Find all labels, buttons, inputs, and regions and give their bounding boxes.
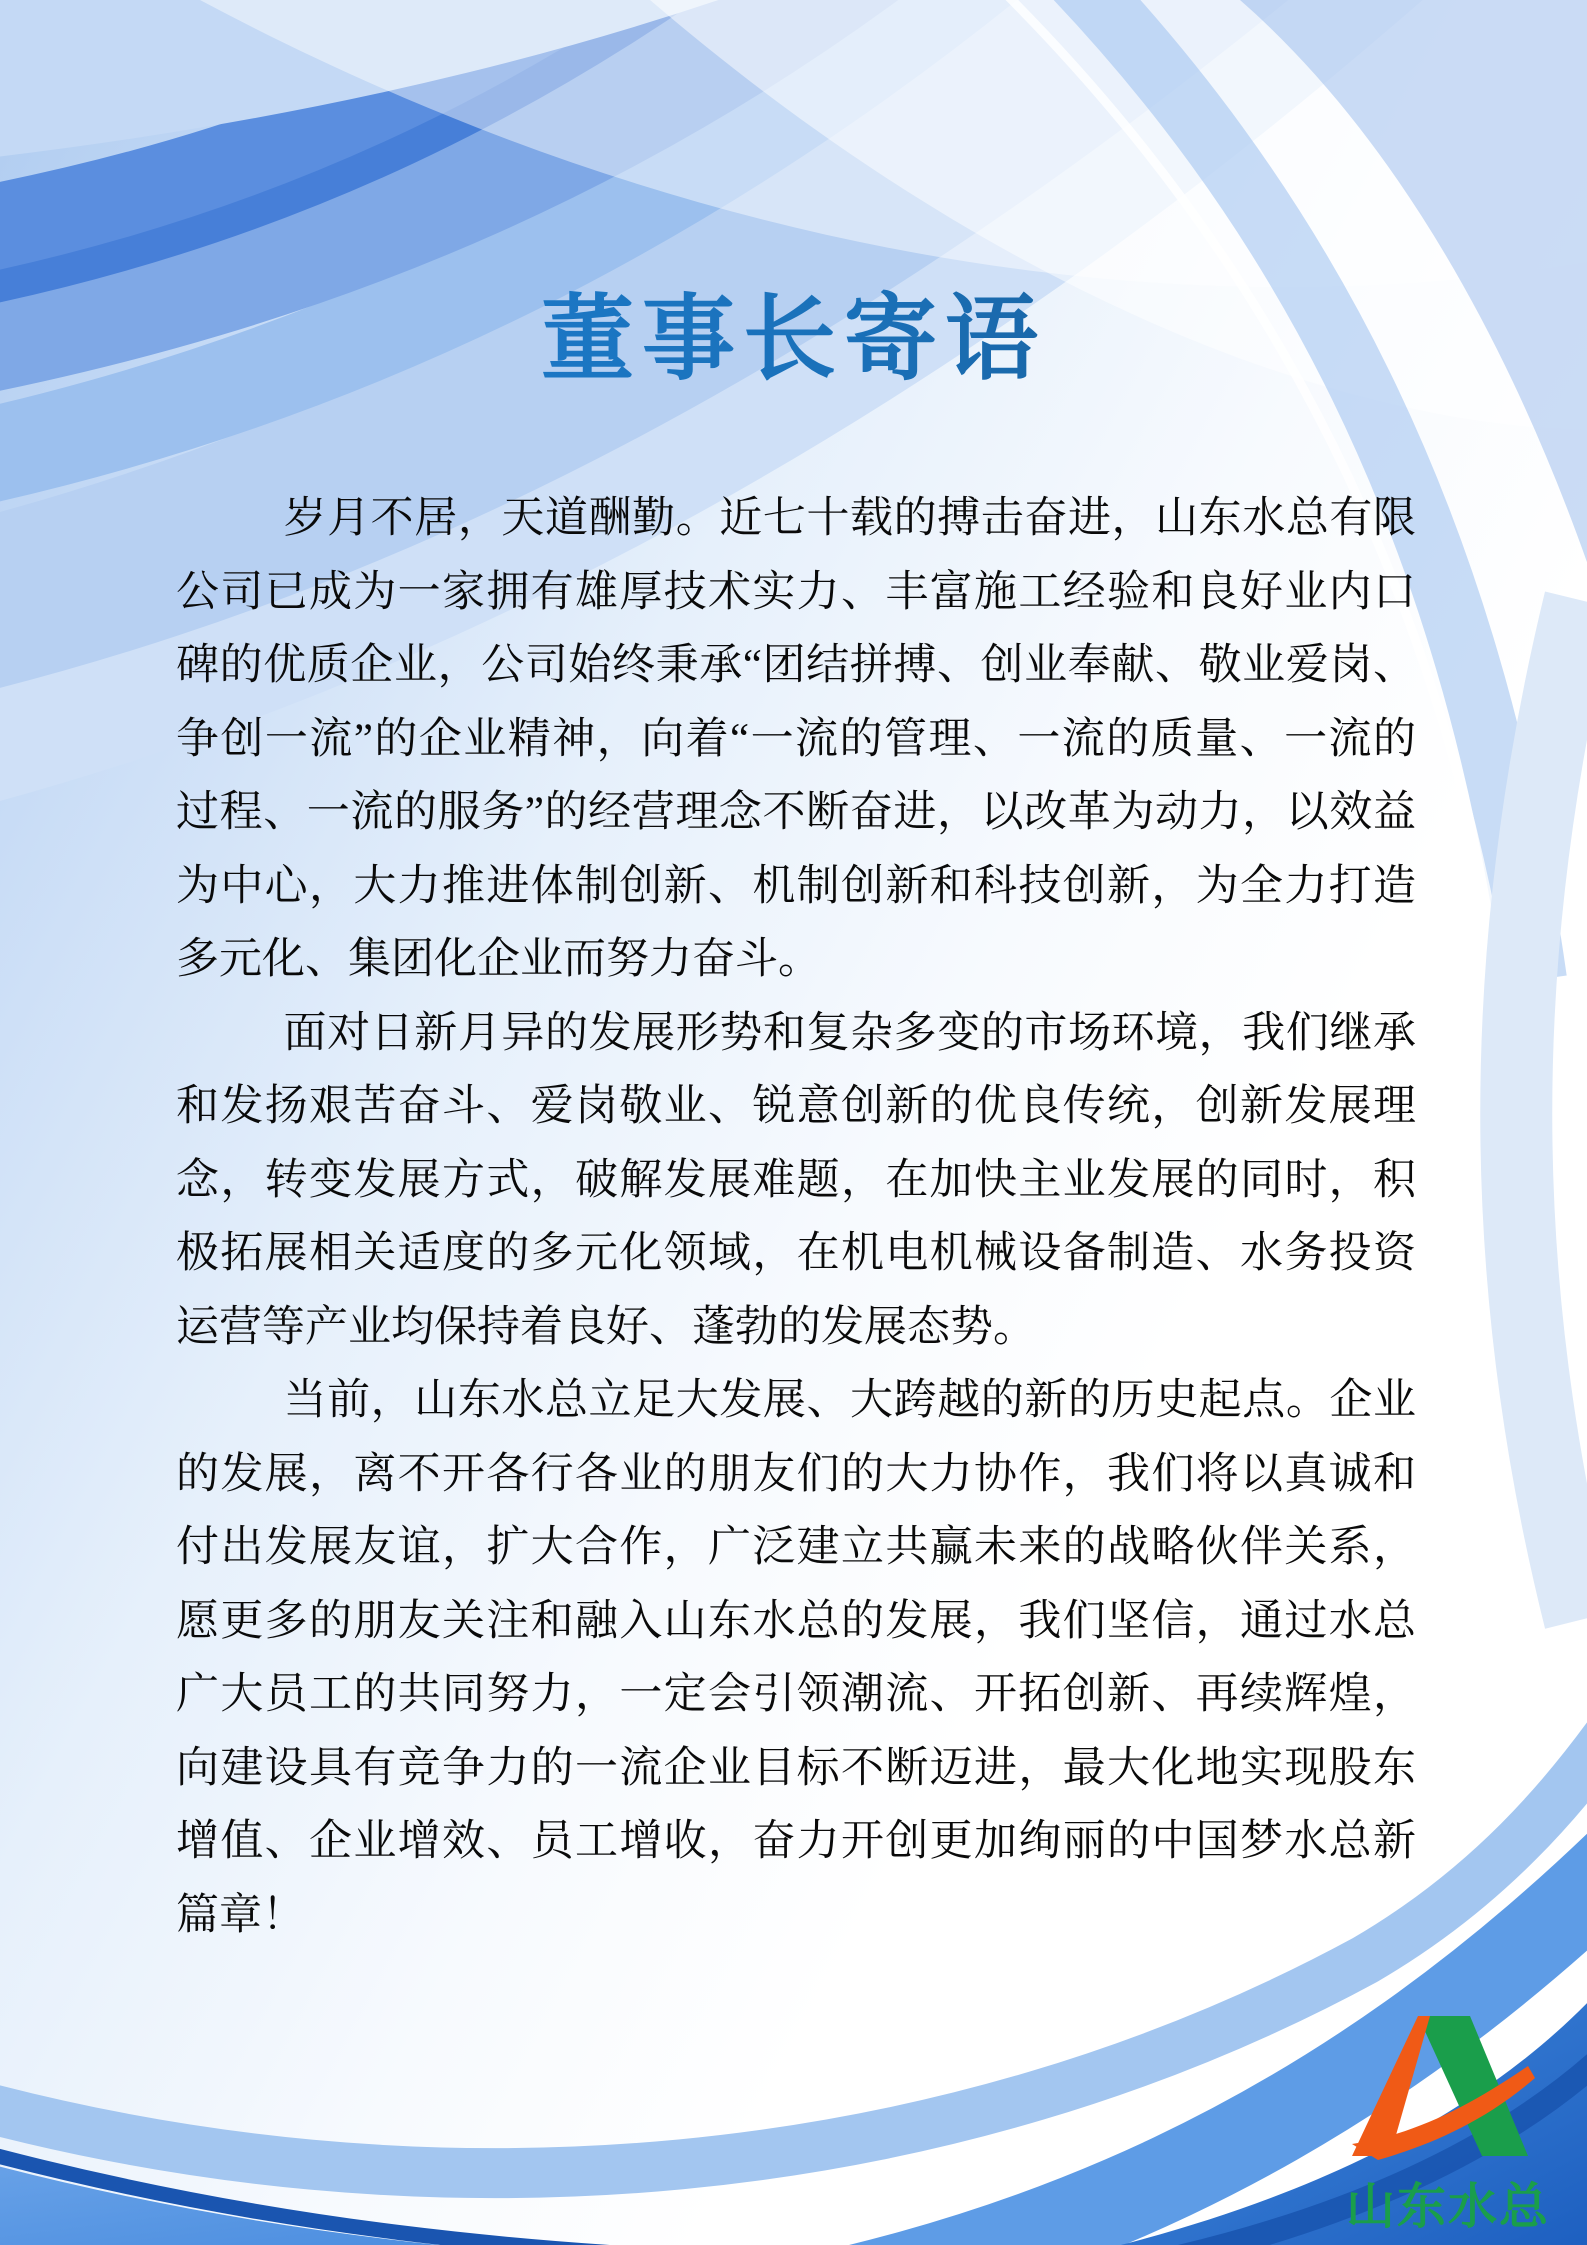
paragraph: 岁月不居，天道酬勤。近七十载的搏击奋进，山东水总有限公司已成为一家拥有雄厚技术实力、丰富施工经验和良好业内口碑的优质企业，公司始终秉承“团结拼搏、创业奉献、敬业爱岗、争创一流”的企业精神，向着“一流的管理、一流的质量、一流的过程、一流的服务”的经营理念不断奋进，以改革为动力，以效益为中心，大力推进体制创新、机制创新和科技创新，为全力打造多元化、集团化企业而努力奋斗。 xyxy=(176,495,1416,983)
company-logo xyxy=(1332,1972,1572,2235)
right-edge-faint-arc xyxy=(1516,600,1580,1620)
paragraph: 面对日新月异的发展形势和复杂多变的市场环境，我们继承和发扬艰苦奋斗、爱岗敬业、锐意创新的优良传统，创新发展理念，转变发展方式，破解发展难题，在加快主业发展的同时，积极拓展相关适度的多元化领域，在机电机械设备制造、水务投资运营等产业均保持着良好、蓬勃的发展态势。 xyxy=(176,1009,1416,1351)
company-logo-icon xyxy=(1332,1972,1562,2162)
company-logo-text: 山东水总 xyxy=(1345,2178,1550,2235)
paragraph: 当前，山东水总立足大发展、大跨越的新的历史起点。企业的发展，离不开各行各业的朋友们的大力协作，我们将以真诚和付出发展友谊，扩大合作，广泛建立共赢未来的战略伙伴关系，愿更多的朋友关注和融入山东水总的发展，我们坚信，通过水总广大员工的共同努力，一定会引领潮流、开拓创新、再续辉煌，向建设具有竞争力的一流企业目标不断迈进，最大化地实现股东增值、企业增效、员工增收，奋力开创更加绚丽的中国梦水总新篇章！ xyxy=(176,1377,1416,1939)
page-title: 董事长寄语 xyxy=(0,288,1587,390)
chairman-message-body xyxy=(176,482,1416,1952)
